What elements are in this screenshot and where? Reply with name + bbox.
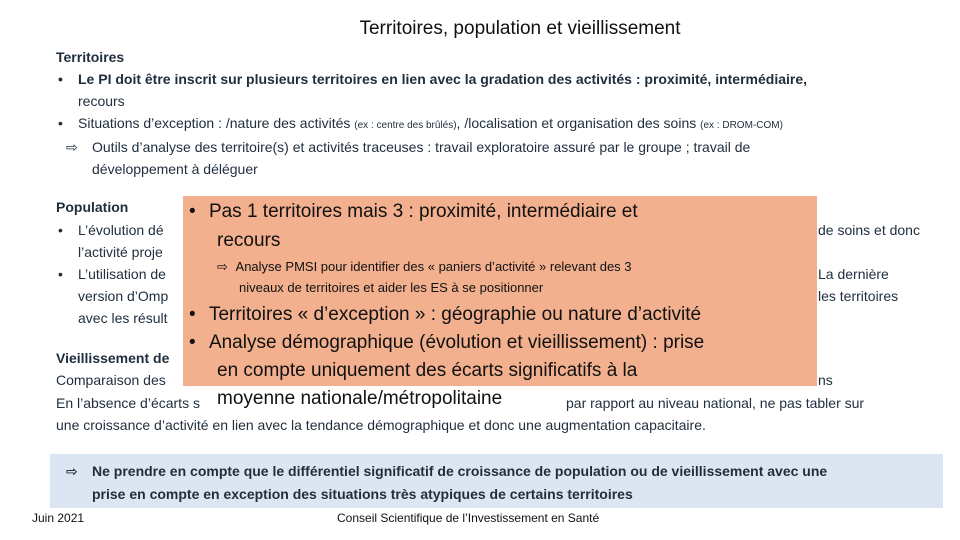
bullet-icon: •: [58, 71, 63, 87]
summary-callout: [183, 196, 817, 386]
arrow-right-icon: ⇨: [66, 139, 78, 155]
arrow-right-icon: ⇨: [66, 463, 78, 479]
territoires-arrow-item: ⇨ Outils d’analyse des territoire(s) et activités traceuses : travail exploratoire assuré par le groupe ; travail de: [92, 136, 750, 159]
vieillissement-line-1: Comparaison des: [56, 372, 166, 388]
vieillissement-line-3: une croissance d’activité en lien avec la tendance démographique et donc une augmentation capacitaire.: [56, 417, 706, 433]
population-heading: Population: [56, 199, 129, 215]
page-title: Territoires, population et vieillissement: [359, 18, 681, 39]
population-bullet-2: • L’utilisation de: [78, 263, 166, 286]
vieillissement-line-2-end: par rapport au niveau national, ne pas tabler sur: [566, 395, 865, 411]
conclusion-box: [50, 454, 943, 508]
territoires-arrow-item-cont: développement à déléguer: [92, 161, 258, 177]
arrow-right-icon: ⇨: [217, 259, 228, 274]
bullet-icon: •: [58, 115, 63, 131]
callout-bullet-2: • Territoires « d’exception » : géographie ou nature d’activité: [189, 304, 702, 325]
vieillissement-line-1-end: ns: [818, 372, 833, 388]
bullet-icon: •: [189, 304, 196, 325]
callout-bullet-3-cont: en compte uniquement des écarts significatifs à la: [217, 360, 638, 381]
vieillissement-heading: Vieillissement de: [56, 350, 170, 366]
population-bullet-1-cont: l’activité proje: [78, 244, 163, 260]
callout-sub-item-cont: niveaux de territoires et aider les ES à se positionner: [239, 280, 544, 295]
population-bullet-2-end: La dernière: [818, 266, 889, 282]
conclusion-line-1: ⇨ Ne prendre en compte que le différentiel significatif de croissance de population ou de vieillissement avec une: [92, 460, 827, 483]
territoires-bullet-2: • Situations d’exception : /nature des activités (ex : centre des brûlés), /localisation et organisation des soins (ex : DROM-COM): [78, 112, 783, 137]
bullet-icon: •: [189, 201, 196, 222]
bullet-icon: •: [189, 332, 196, 353]
territoires-bullet-1: • Le PI doit être inscrit sur plusieurs territoires en lien avec la gradation des activités : proximité, intermédiaire,: [78, 68, 807, 91]
bullet-icon: •: [58, 266, 63, 282]
callout-bullet-1-cont: recours: [217, 230, 281, 251]
callout-bullet-3-cont-2: moyenne nationale/métropolitaine: [217, 388, 503, 409]
population-bullet-1-end: de soins et donc: [818, 222, 920, 238]
callout-sub-item: ⇨ Analyse PMSI pour identifier des « paniers d’activité » relevant des 3: [217, 259, 632, 274]
callout-bullet-1: • Pas 1 territoires mais 3 : proximité, intermédiaire et: [189, 201, 638, 222]
footer-date: Juin 2021: [32, 511, 85, 525]
vieillissement-line-2: En l’absence d’écarts s: [56, 395, 200, 411]
population-bullet-2-cont-end: les territoires: [818, 288, 899, 304]
callout-bullet-3: • Analyse démographique (évolution et vieillissement) : prise: [189, 332, 705, 353]
population-bullet-2-cont: version d’Omp: [78, 288, 169, 304]
territoires-bullet-1-cont: recours: [78, 93, 125, 109]
territoires-heading: Territoires: [56, 49, 125, 65]
population-bullet-2-cont-2: avec les résult: [78, 310, 168, 326]
conclusion-line-2: prise en compte en exception des situations très atypiques de certains territoires: [92, 486, 633, 502]
bullet-icon: •: [58, 222, 63, 238]
population-bullet-1: • L’évolution dé: [78, 219, 164, 242]
footer-organization: Conseil Scientifique de l’Investissement en Santé: [337, 511, 600, 525]
